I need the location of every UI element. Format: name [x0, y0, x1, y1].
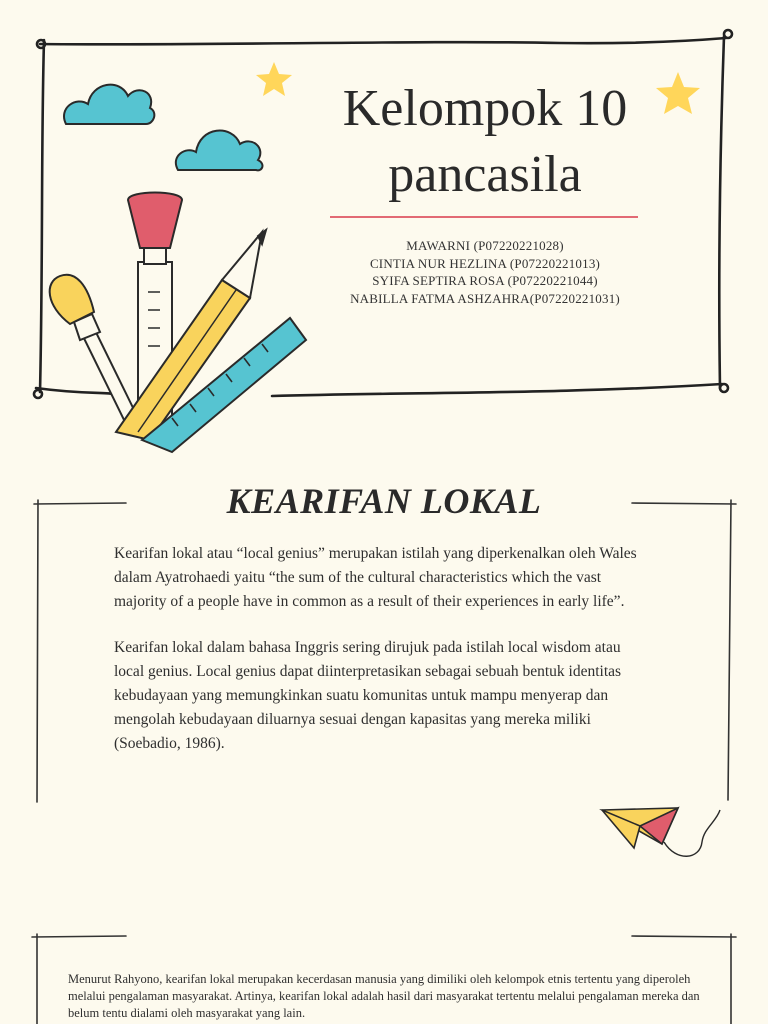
paintbrush-icon: [50, 275, 140, 428]
member-name: CINTIA NUR HEZLINA (P07220221013): [369, 255, 601, 271]
section-body: Menurut Rahyono, kearifan lokal merupakan kecerdasan manusia yang dimiliki oleh kelompok etnis tertentu yang diperoleh melalui pengalaman masyarakat. Artinya, kearifan lokal adalah hasil dari masyarakat tertentu melalui pengalaman mereka dan belum tentu dialami oleh masyarakat yang lain.: [68, 972, 700, 1020]
paper-plane-icon: [602, 808, 720, 856]
page-title: [310, 76, 660, 208]
title-line-1: Kelompok 10: [342, 80, 628, 137]
member-name: SYIFA SEPTIRA ROSA (P07220221044): [372, 273, 598, 288]
cloud-icon: [176, 131, 263, 171]
section-title: KEARIFAN LOKAL: [226, 481, 542, 521]
member-name: NABILLA FATMA ASHZAHRA(P07220221031): [350, 290, 620, 306]
slide-rahyono: [0, 930, 768, 1024]
section-body: [114, 542, 654, 778]
hand-drawn-frame: [0, 0, 768, 440]
paragraph: Kearifan lokal atau “local genius” merupakan istilah yang diperkenalkan oleh Wales dalam Ayatrohaedi yaitu “the sum of the cultural characteristics which the vast majority of a people have in common as a result of their experiences in early life”.: [114, 545, 637, 610]
slide-kearifan-lokal: [0, 470, 768, 850]
star-icon: [656, 72, 700, 114]
title-line-2: pancasila: [388, 146, 582, 203]
paragraph: Kearifan lokal dalam bahasa Inggris sering dirujuk pada istilah local wisdom atau local genius. Local genius dapat diinterpretasikan sebagai sebuah bentuk identitas kebudayaan yang memungkinkan suatu komunitas untuk mampu menyerap dan mengolah kebudayaan diluarnya sesuai dengan kapasitas yang mereka miliki (Soebadio, 1986).: [114, 639, 622, 752]
member-name: MAWARNI (P07220221028): [406, 238, 564, 253]
member-list: [320, 237, 650, 307]
star-icon: [256, 62, 292, 96]
slide-title: [0, 0, 768, 440]
title-underline: [330, 216, 638, 218]
cloud-icon: [64, 85, 154, 124]
